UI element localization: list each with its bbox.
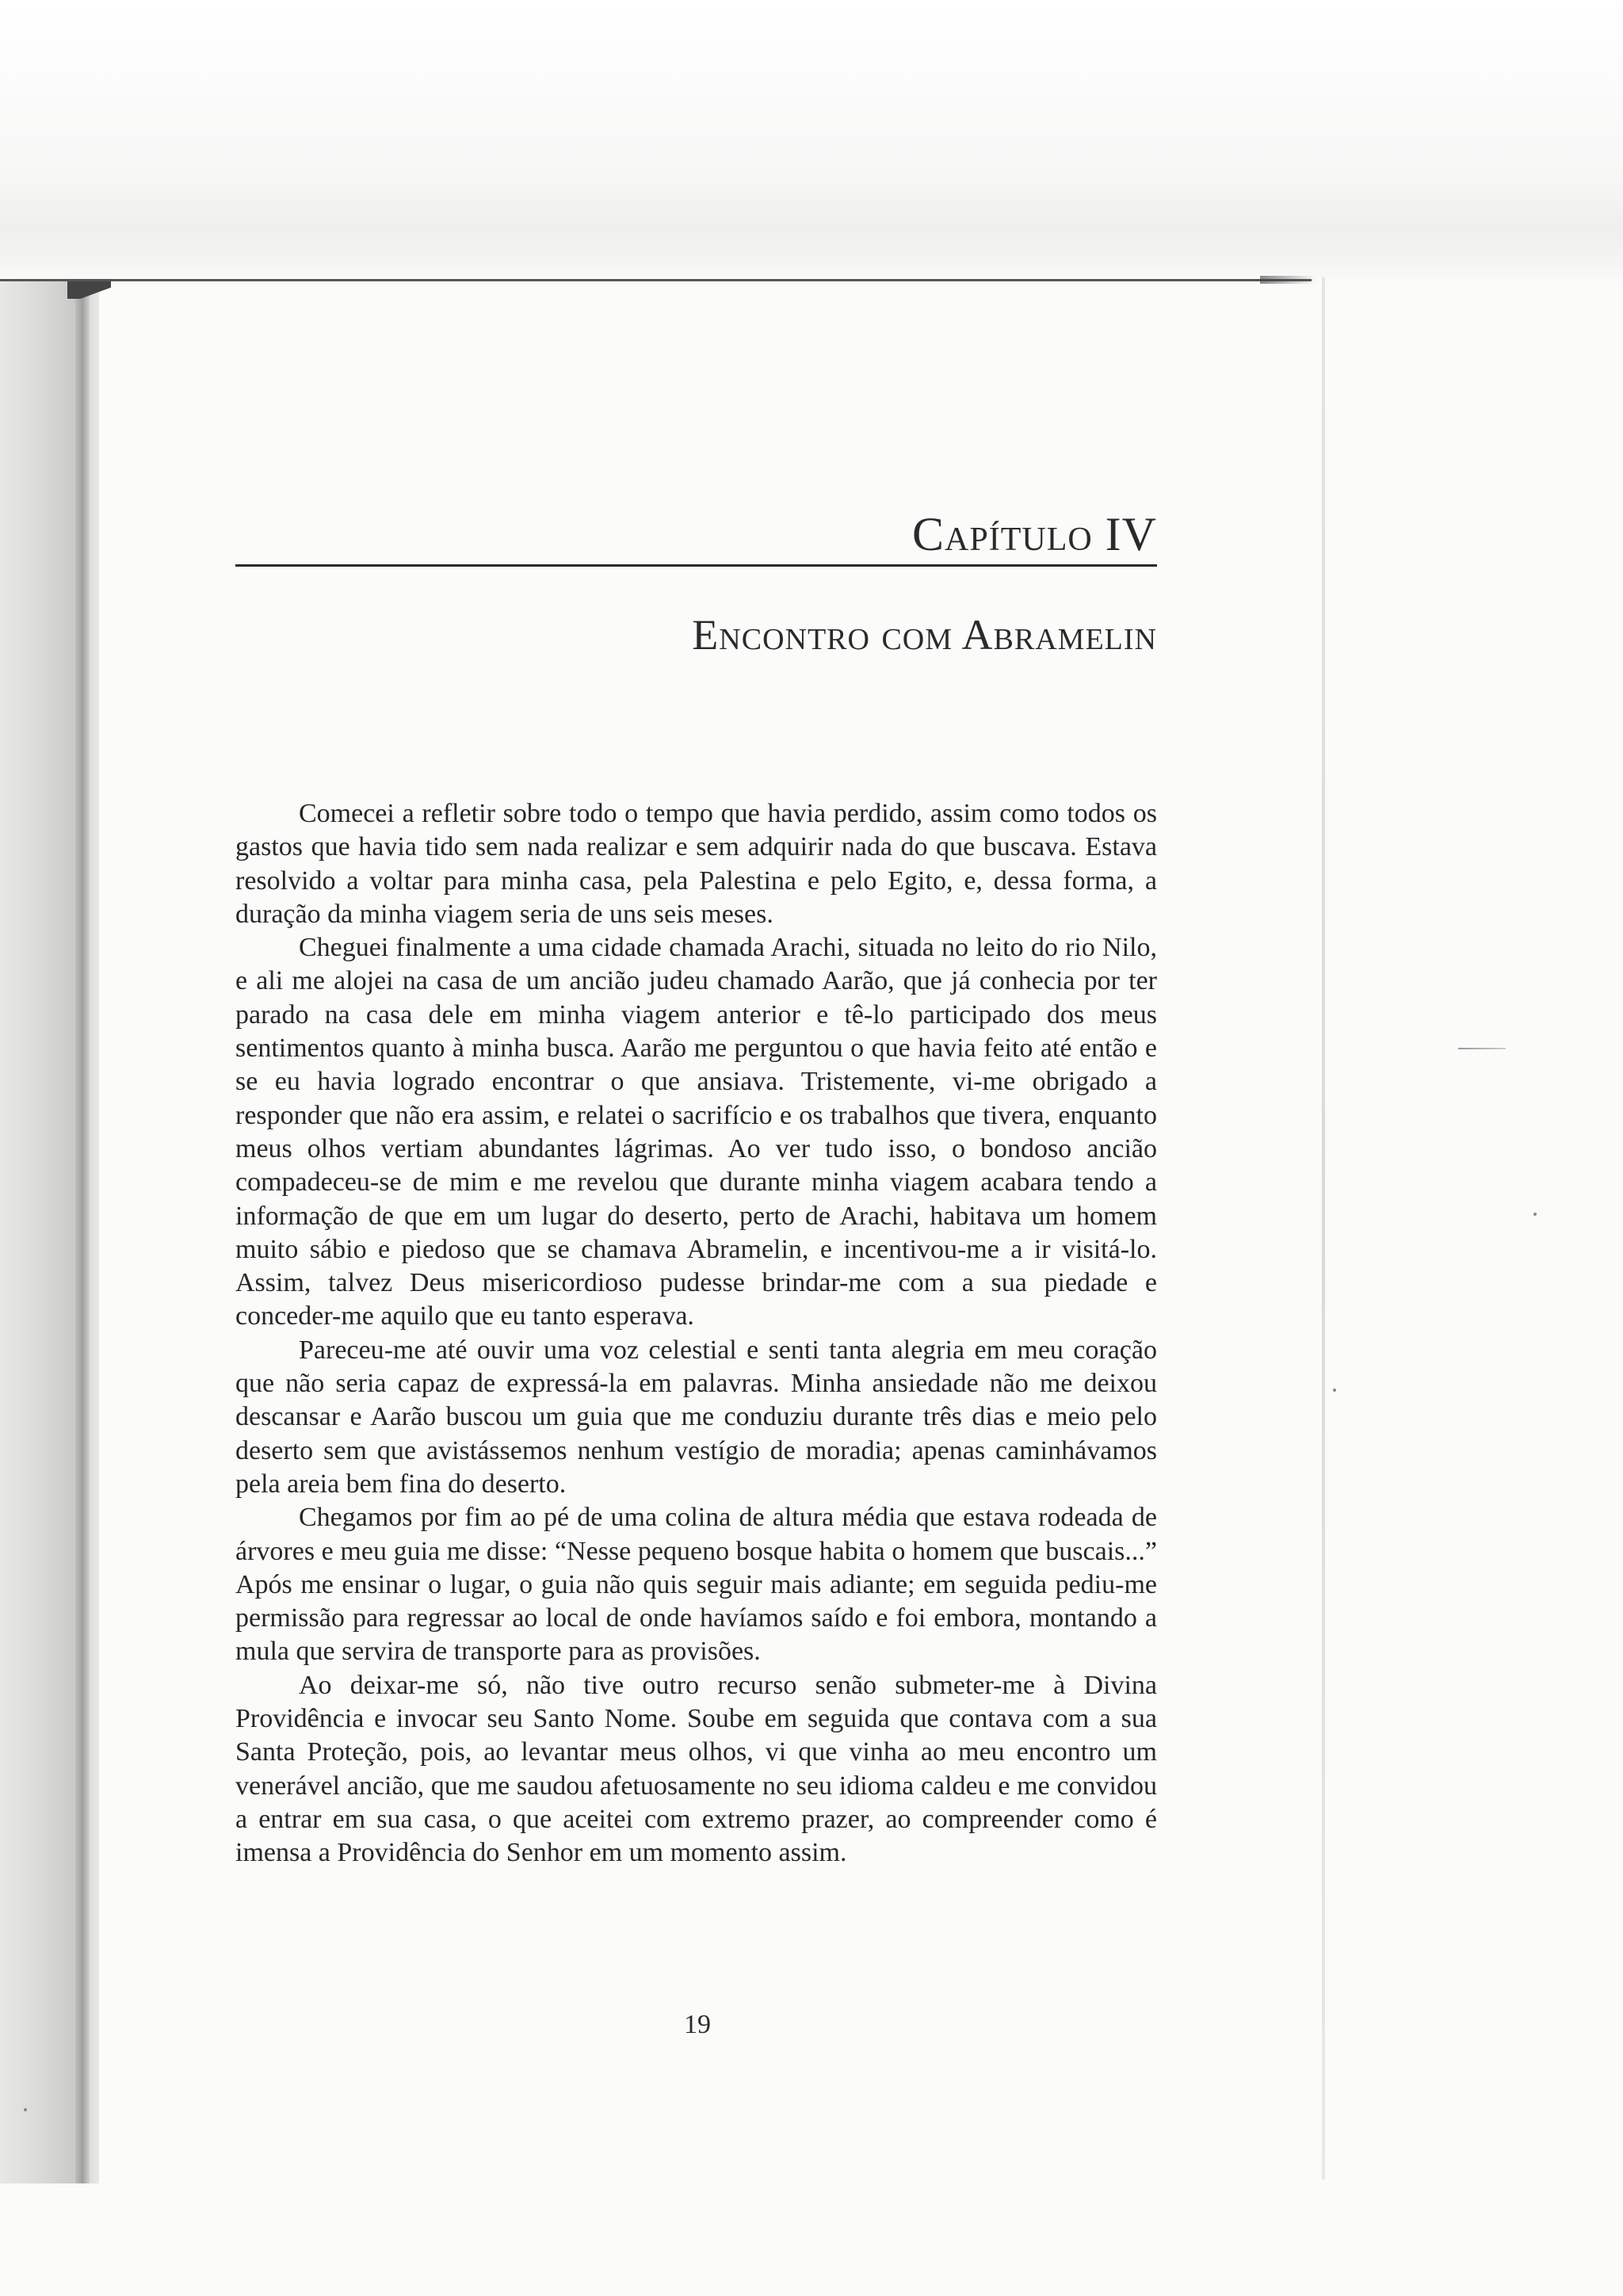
paragraph-3: Pareceu-me até ouvir uma voz celestial e senti tanta alegria em meu coração que não seria capaz de expressá-la em palavras. Minha ansiedade não me deixou descansar e Aarão buscou um guia que me conduziu durante três dias e meio pelo deserto sem que avistássemos nenhum vestígio de moradia; apenas caminhávamos pela areia bem fina do deserto. [235,1335,1157,1499]
book-spine-shadow [75,281,90,2183]
scan-speck [1333,1389,1336,1392]
scan-dash-mark [1458,1048,1506,1049]
body-text [235,797,1157,1870]
paragraph-2: Cheguei finalmente a uma cidade chamada Arachi, situada no leito do rio Nilo, e ali me alojei na casa de um ancião judeu chamado Aarão, que já conhecia por ter parado na casa dele em minha viagem anterior e tê-lo participado dos meus sentimentos quanto à minha busca. Aarão me perguntou o que havia feito até então e se eu havia logrado encontrar o que ansiava. Tristemente, vi-me obrigado a responder que não era assim, e relatei o sacrifício e os trabalhos que tivera, enquanto meus olhos vertiam abundantes lágrimas. Ao ver tudo isso, o bondoso ancião compadeceu-se de mim e me revelou que durante minha viagem acabara tendo a informação de que em um lugar do deserto, perto de Arachi, habitava um homem muito sábio e piedoso que se chamava Abramelin, e incentivou-me a ir visitá-lo. Assim, talvez Deus misericordioso pudesse brindar-me com a sua piedade e conceder-me aquilo que eu tanto esperava. [235,933,1157,1331]
scan-top-shadow [0,0,1623,285]
chapter-title: Encontro com Abramelin [692,611,1157,659]
page-number: 19 [684,2010,711,2039]
scan-speck [24,2108,27,2111]
paragraph-1: Comecei a refletir sobre todo o tempo que havia perdido, assim como todos os gastos que havia tido sem nada realizar e sem adquirir nada do que buscava. Estava resolvido a voltar para minha casa, pela Palestina e pelo Egito, e, dessa forma, a duração da minha viagem seria de uns seis meses. [235,799,1157,929]
paragraph-4: Chegamos por fim ao pé de uma colina de altura média que estava rodeada de árvores e meu guia me disse: “Nesse pequeno bosque habita o homem que buscais...” Após me ensinar o lugar, o guia não quis seguir mais adiante; em seguida pediu-me permissão para regressar ao local de onde havíamos saído e foi embora, montando a mula que servira de transporte para as provisões. [235,1503,1157,1667]
scan-speck [1533,1213,1537,1216]
chapter-rule [235,564,1157,567]
chapter-label: Capítulo IV [912,508,1157,560]
page-top-edge [0,279,1312,281]
page-top-edge-fade [1260,276,1316,284]
page-right-edge [1322,277,1325,2179]
paragraph-5: Ao deixar-me só, não tive outro recurso senão submeter-me à Divina Providência e invocar seu Santo Nome. Soube em seguida que contava com a sua Santa Proteção, pois, ao levantar meus olhos, vi que vinha ao meu encontro um venerável ancião, que me saudou afetuosamente no seu idioma caldeu e me convidou a entrar em sua casa, o que aceitei com extremo prazer, ao compreender como é imensa a Providência do Senhor em um momento assim. [235,1670,1157,1868]
